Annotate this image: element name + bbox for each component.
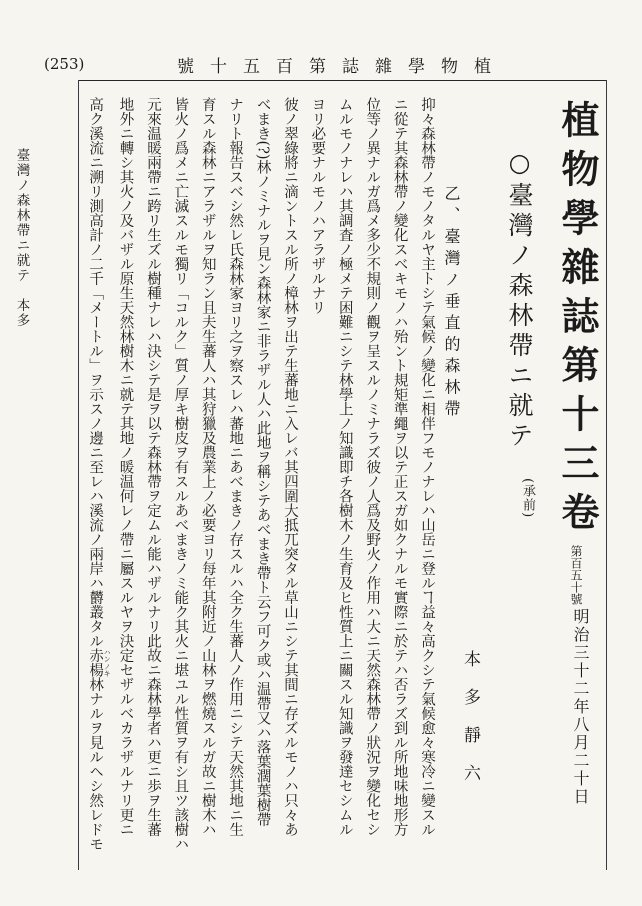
text-column: 抑々森林帶ノモノタルヤ主トシテ氣候ノ變化ニ相伴フモノナレハ山岳ニ登ルヿ益々高クシテ氣候愈々寒冷ニ變スル [419, 97, 435, 837]
continued-mark: (承前) [520, 478, 535, 519]
journal-volume-title: 植物學雜誌第十三卷 [555, 100, 600, 541]
article-body [84, 97, 440, 867]
text-column: 皆火ノ爲メニ亡滅スルモ獨リ「コルク」質ノ厚キ樹皮ヲ有スルあべまきノミ能ク其火ニ堪ユル性質ヲ有シ且ツ該樹ハ [172, 97, 189, 851]
ruby-base: 赤楊 [87, 648, 104, 677]
text-column: ナリト報告スベシ然レ氏森林家ヨリ之ヲ察スレハ蕃地ニあべまきノ存スルハ全ク生蕃人ノ作用ニシテ天然其地ニ生 [227, 97, 244, 837]
text-column: 彼ノ翠綠將ニ滴ントスル所ノ樟林ヲ出テ生蕃地ニ入レバ其四圍大抵兀突タル草山ニシテ其間ニ存ズルモノハ只々あ [281, 97, 298, 837]
text-column: 地外ニ轉シ其火ノ及バザル原生天然林樹木ニ就テ其地ノ暖温何レノ帶ニ屬スルヤヲ決定セザルベカラザルナリ更ニ [117, 97, 134, 837]
ruby-reading: ハンノキ [103, 648, 112, 677]
text-column: ニ從テ其森林帶ノ變化スベキモノハ殆ント規矩準繩ヲ以テ正スガ如クナルモ實際ニ於テハ否ラズ到ル所地味地形方 [391, 97, 408, 837]
text-column: 位等ノ異ナルガ爲メ多少不規則ノ觀ヲ呈スルノミナラズ彼ノ人爲及野火ノ作用ハ大ニ天然森林帶ノ狀況ヲ變化セシ [364, 97, 381, 837]
text-column: 元來温暖兩帶ニ跨リ生ズル樹種ナレハ決シテ是ヲ以テ森林帶ヲ定ムル能ハザルナリ此故ニ森林學者ハ更ニ歩ヲ生蕃 [144, 97, 161, 837]
issue-date: 明治三十二年八月二十日 [571, 608, 590, 806]
text-run: 林ナルヲ見ルヘシ然レドモ [87, 677, 104, 851]
text-column [84, 97, 111, 867]
text-column: べまき(?)林ノミナルヲ見ン森林家ニ非ラザル人ハ此地ヲ稱シテあべまき帶ト云フ可ク或ハ温帶又ハ落葉濶葉樹帶 [254, 97, 271, 827]
article-author: 本多靜六 [460, 650, 480, 802]
text-run: 高ク溪流ニ溯リ測高計ノ二千「メートル」ヲ示スノ邊ニ至レハ溪流ノ兩岸ハ欝叢タル [87, 97, 104, 648]
section-heading: 乙、臺灣ノ垂直的森林帶 [442, 185, 461, 422]
page-number: (253) [44, 55, 85, 73]
text-column: ヨリ必要ナルモノハアラザルナリ [309, 97, 326, 315]
article-title: ○臺灣ノ森林帶ニ就テ [505, 148, 534, 452]
text-column: ムルモノナレハ其調査ノ極メテ困難ニシテ林學上ノ知識即チ各樹木ノ生育及ヒ性質上ニ關スル知識ヲ發達セシムル [336, 97, 353, 837]
issue-number: 第百五十號 [569, 545, 583, 605]
running-title: 植物學雜誌第百五十號 [177, 57, 507, 77]
text-column: 育スル森林ニアラザルヲ知ラン且夫生蕃人ハ其狩獵及農業上ノ必要ヨリ每年其附近ノ山林ヲ燃燒スルガ故ニ樹木ハ [199, 97, 216, 837]
furigana-word [87, 648, 112, 677]
margin-note: 臺灣ノ森林帶ニ就テ 本多 [13, 148, 30, 328]
